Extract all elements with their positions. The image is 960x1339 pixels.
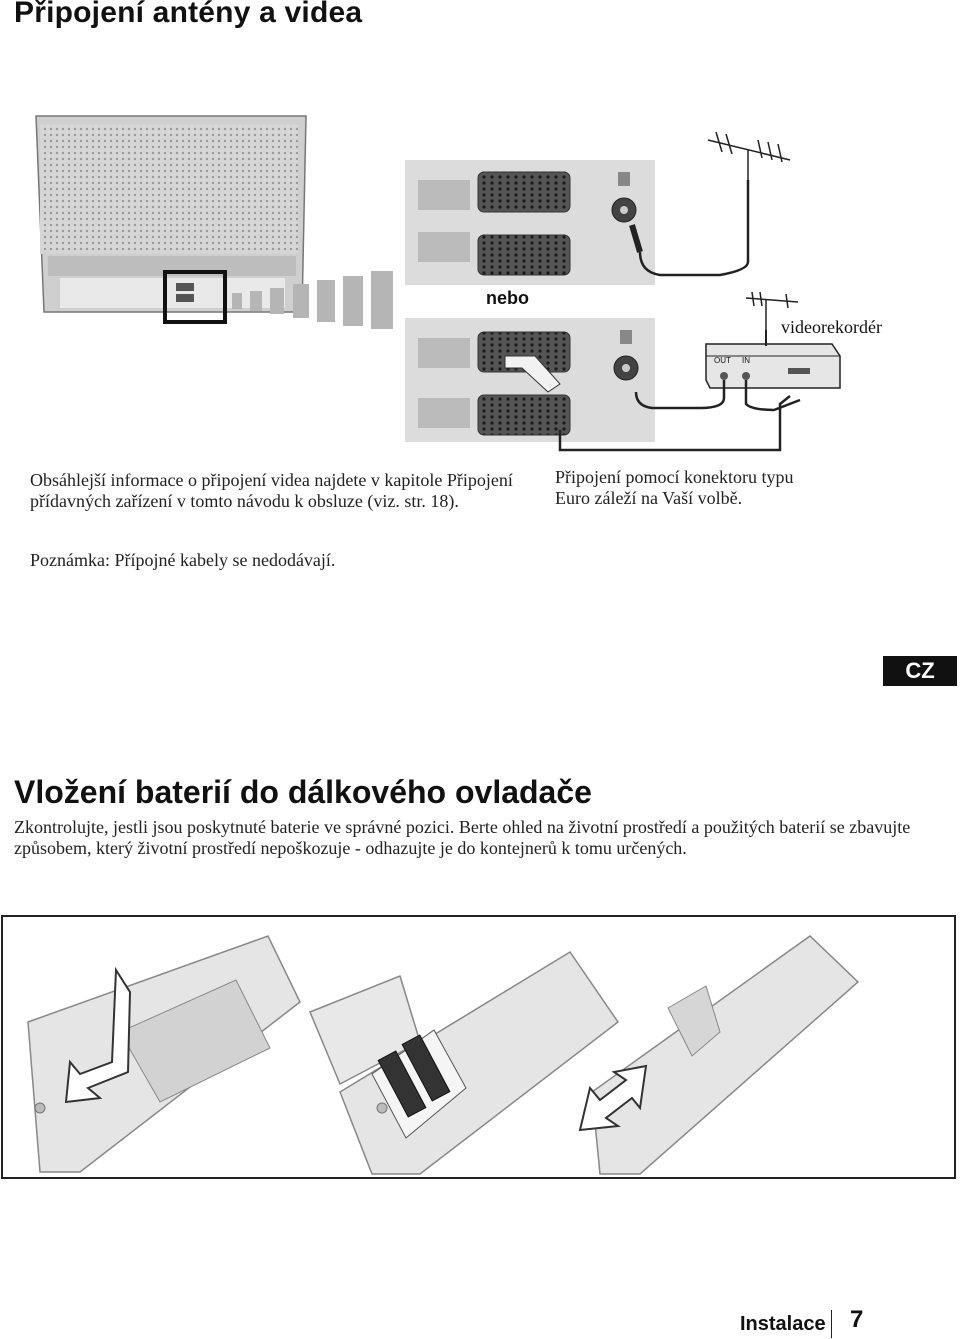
vcr-label: videorekordér	[781, 317, 882, 337]
vcr-device	[706, 344, 840, 388]
note-text: Poznámka: Přípojné kabely se nedodávají.	[30, 550, 336, 570]
footer-section-label: Instalace	[740, 1313, 826, 1335]
page-title: Připojení antény a videa	[14, 0, 363, 29]
antenna-icon	[708, 132, 790, 180]
battery-insertion-illustration	[0, 912, 960, 1182]
nebo-label: nebo	[486, 288, 529, 308]
page-number: 7	[850, 1306, 864, 1333]
info-text-right: Připojení pomocí konektoru typu Euro záleží na Vaší volbě.	[555, 467, 794, 508]
info-text-left: Obsáhlejší informace o připojení videa najdete v kapitole Připojení přídavných zařízení v tomto návodu k obsluze (viz. str. 18).	[30, 470, 513, 511]
language-badge: CZ	[883, 656, 957, 686]
footer-divider	[831, 1310, 832, 1338]
section-title: Vložení baterií do dálkového ovladače	[14, 774, 592, 810]
vcr-out-label: OUT	[714, 356, 731, 365]
connector-panel-bottom	[405, 318, 655, 442]
connector-panel-top	[405, 160, 655, 285]
section-body: Zkontrolujte, jestli jsou poskytnuté baterie ve správné pozici. Berte ohled na životní prostředí a použitých baterií se zbavujte způsobem, který životní prostředí nepoškozuje - odhazujte je do kontejnerů k tomu určených.	[14, 817, 911, 858]
vcr-in-label: IN	[742, 356, 750, 365]
connection-diagram	[0, 0, 960, 460]
tv-rear-image	[36, 116, 306, 322]
